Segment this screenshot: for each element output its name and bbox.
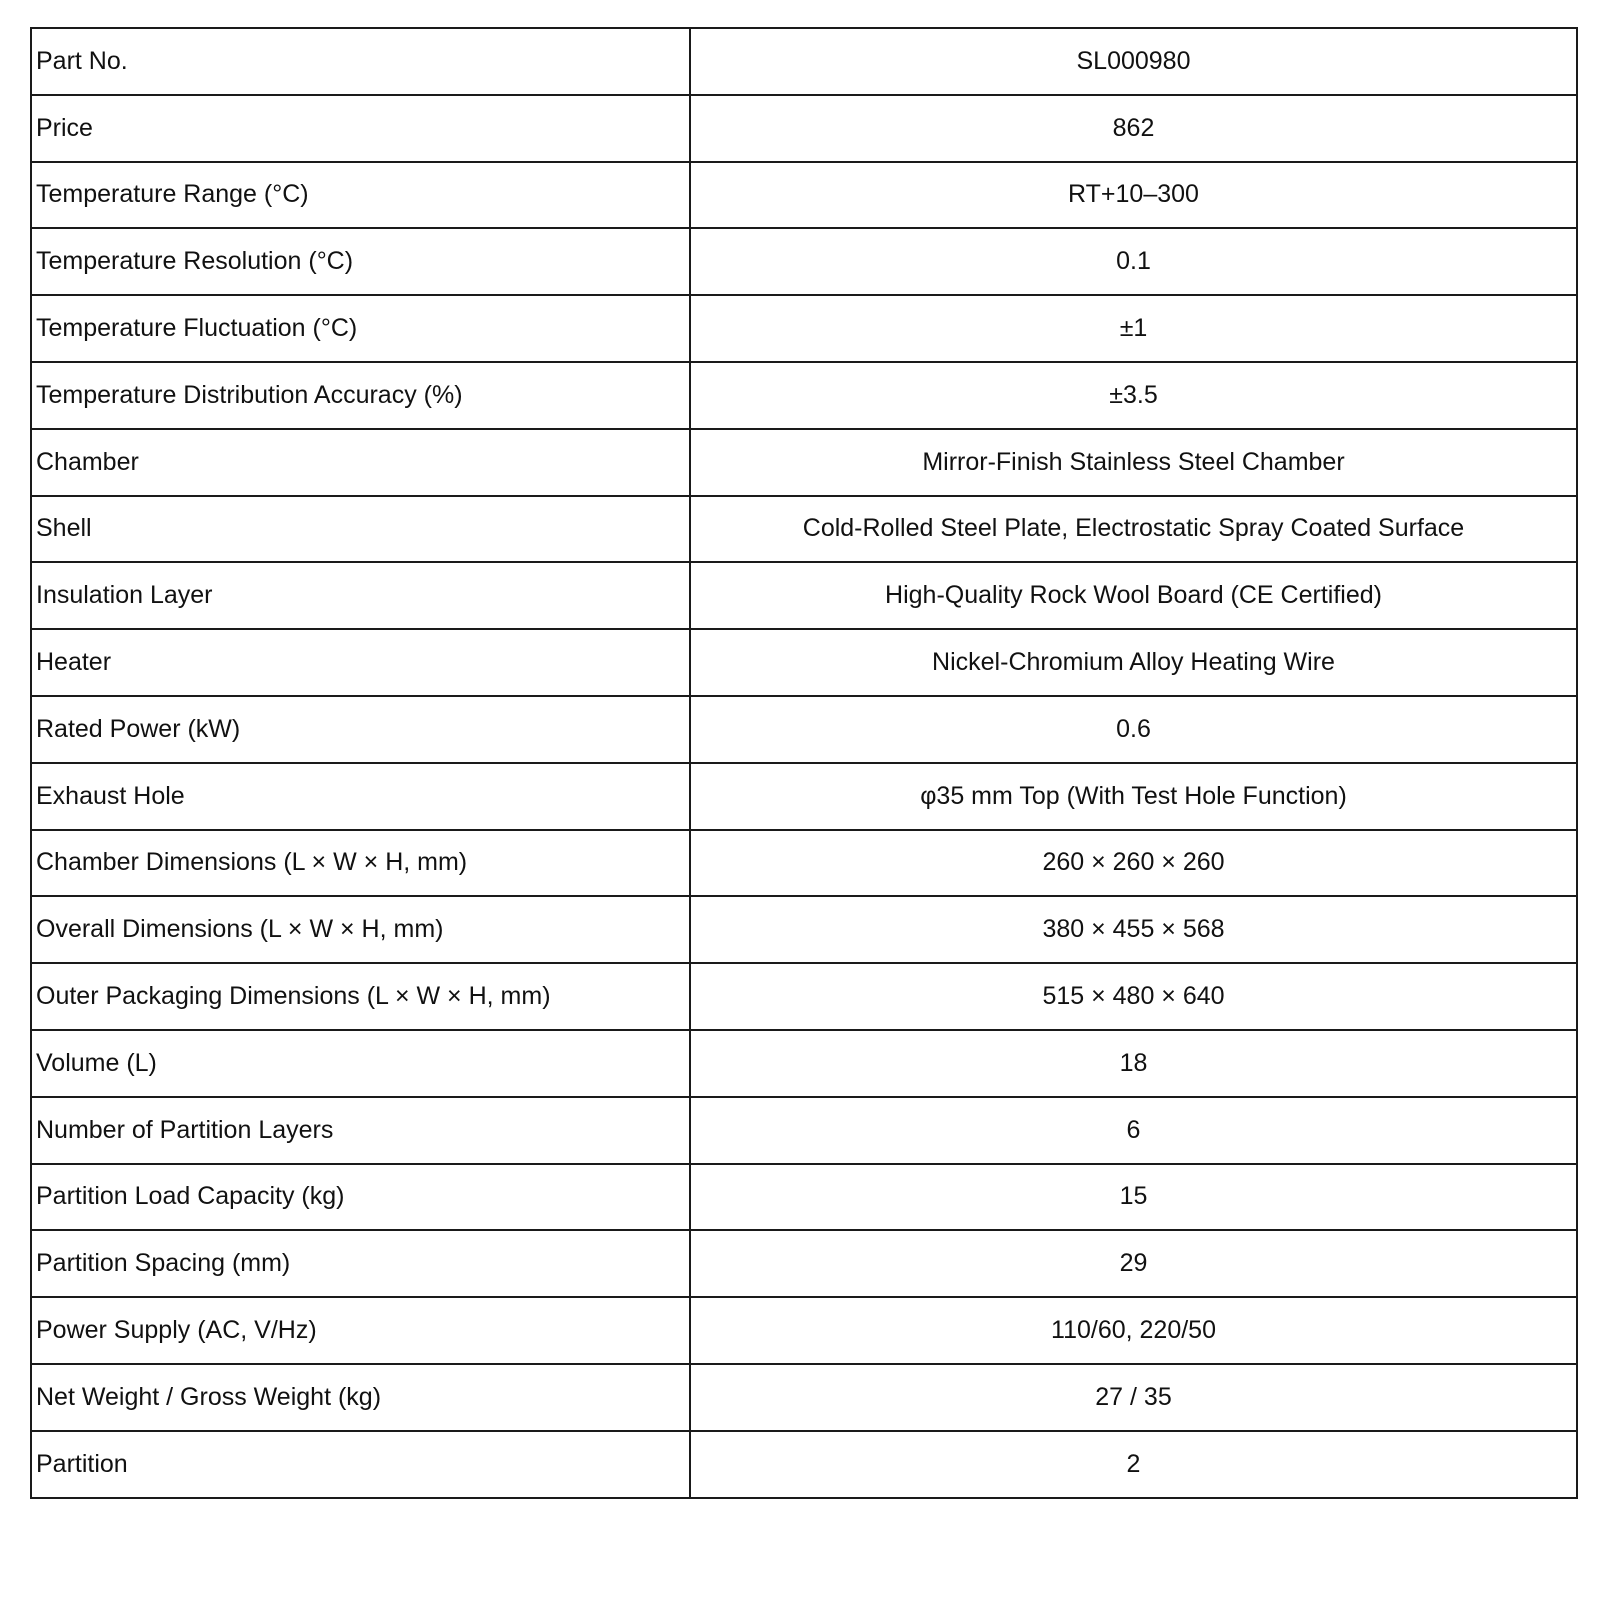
spec-label: Temperature Range (°C) — [31, 162, 690, 229]
spec-label: Overall Dimensions (L × W × H, mm) — [31, 896, 690, 963]
spec-value: 27 / 35 — [690, 1364, 1577, 1431]
spec-value: ±1 — [690, 295, 1577, 362]
table-row — [31, 696, 1577, 763]
spec-value: Nickel-Chromium Alloy Heating Wire — [690, 629, 1577, 696]
spec-label: Partition Load Capacity (kg) — [31, 1164, 690, 1231]
spec-label: Partition Spacing (mm) — [31, 1230, 690, 1297]
table-row — [31, 1230, 1577, 1297]
table-row — [31, 162, 1577, 229]
spec-value: 15 — [690, 1164, 1577, 1231]
spec-value: 110/60, 220/50 — [690, 1297, 1577, 1364]
table-row — [31, 1030, 1577, 1097]
spec-label: Temperature Resolution (°C) — [31, 228, 690, 295]
spec-value: 862 — [690, 95, 1577, 162]
table-row — [31, 1364, 1577, 1431]
spec-value: 515 × 480 × 640 — [690, 963, 1577, 1030]
table-row — [31, 629, 1577, 696]
table-row — [31, 1097, 1577, 1164]
spec-value: High-Quality Rock Wool Board (CE Certified) — [690, 562, 1577, 629]
spec-table — [30, 27, 1578, 1499]
spec-label: Part No. — [31, 28, 690, 95]
spec-label: Partition — [31, 1431, 690, 1498]
table-row — [31, 429, 1577, 496]
spec-label: Temperature Distribution Accuracy (%) — [31, 362, 690, 429]
spec-value: 0.6 — [690, 696, 1577, 763]
spec-label: Insulation Layer — [31, 562, 690, 629]
spec-label: Rated Power (kW) — [31, 696, 690, 763]
table-row — [31, 1431, 1577, 1498]
table-row — [31, 963, 1577, 1030]
spec-value: RT+10–300 — [690, 162, 1577, 229]
table-row — [31, 1164, 1577, 1231]
table-row — [31, 28, 1577, 95]
table-row — [31, 228, 1577, 295]
spec-value: Mirror-Finish Stainless Steel Chamber — [690, 429, 1577, 496]
table-row — [31, 496, 1577, 563]
spec-value: 18 — [690, 1030, 1577, 1097]
spec-value: 29 — [690, 1230, 1577, 1297]
table-row — [31, 763, 1577, 830]
spec-label: Chamber — [31, 429, 690, 496]
table-row — [31, 1297, 1577, 1364]
table-row — [31, 295, 1577, 362]
spec-value: SL000980 — [690, 28, 1577, 95]
spec-label: Temperature Fluctuation (°C) — [31, 295, 690, 362]
spec-value: 2 — [690, 1431, 1577, 1498]
spec-value: 380 × 455 × 568 — [690, 896, 1577, 963]
spec-label: Power Supply (AC, V/Hz) — [31, 1297, 690, 1364]
spec-label: Exhaust Hole — [31, 763, 690, 830]
spec-label: Shell — [31, 496, 690, 563]
spec-value: Cold-Rolled Steel Plate, Electrostatic Spray Coated Surface — [690, 496, 1577, 563]
spec-label: Heater — [31, 629, 690, 696]
spec-value: ±3.5 — [690, 362, 1577, 429]
spec-label: Price — [31, 95, 690, 162]
table-row — [31, 830, 1577, 897]
table-row — [31, 562, 1577, 629]
spec-value: 6 — [690, 1097, 1577, 1164]
spec-value: 260 × 260 × 260 — [690, 830, 1577, 897]
spec-value: φ35 mm Top (With Test Hole Function) — [690, 763, 1577, 830]
table-row — [31, 362, 1577, 429]
spec-label: Outer Packaging Dimensions (L × W × H, mm) — [31, 963, 690, 1030]
spec-value: 0.1 — [690, 228, 1577, 295]
spec-label: Number of Partition Layers — [31, 1097, 690, 1164]
spec-label: Volume (L) — [31, 1030, 690, 1097]
spec-label: Chamber Dimensions (L × W × H, mm) — [31, 830, 690, 897]
table-row — [31, 896, 1577, 963]
table-row — [31, 95, 1577, 162]
spec-label: Net Weight / Gross Weight (kg) — [31, 1364, 690, 1431]
